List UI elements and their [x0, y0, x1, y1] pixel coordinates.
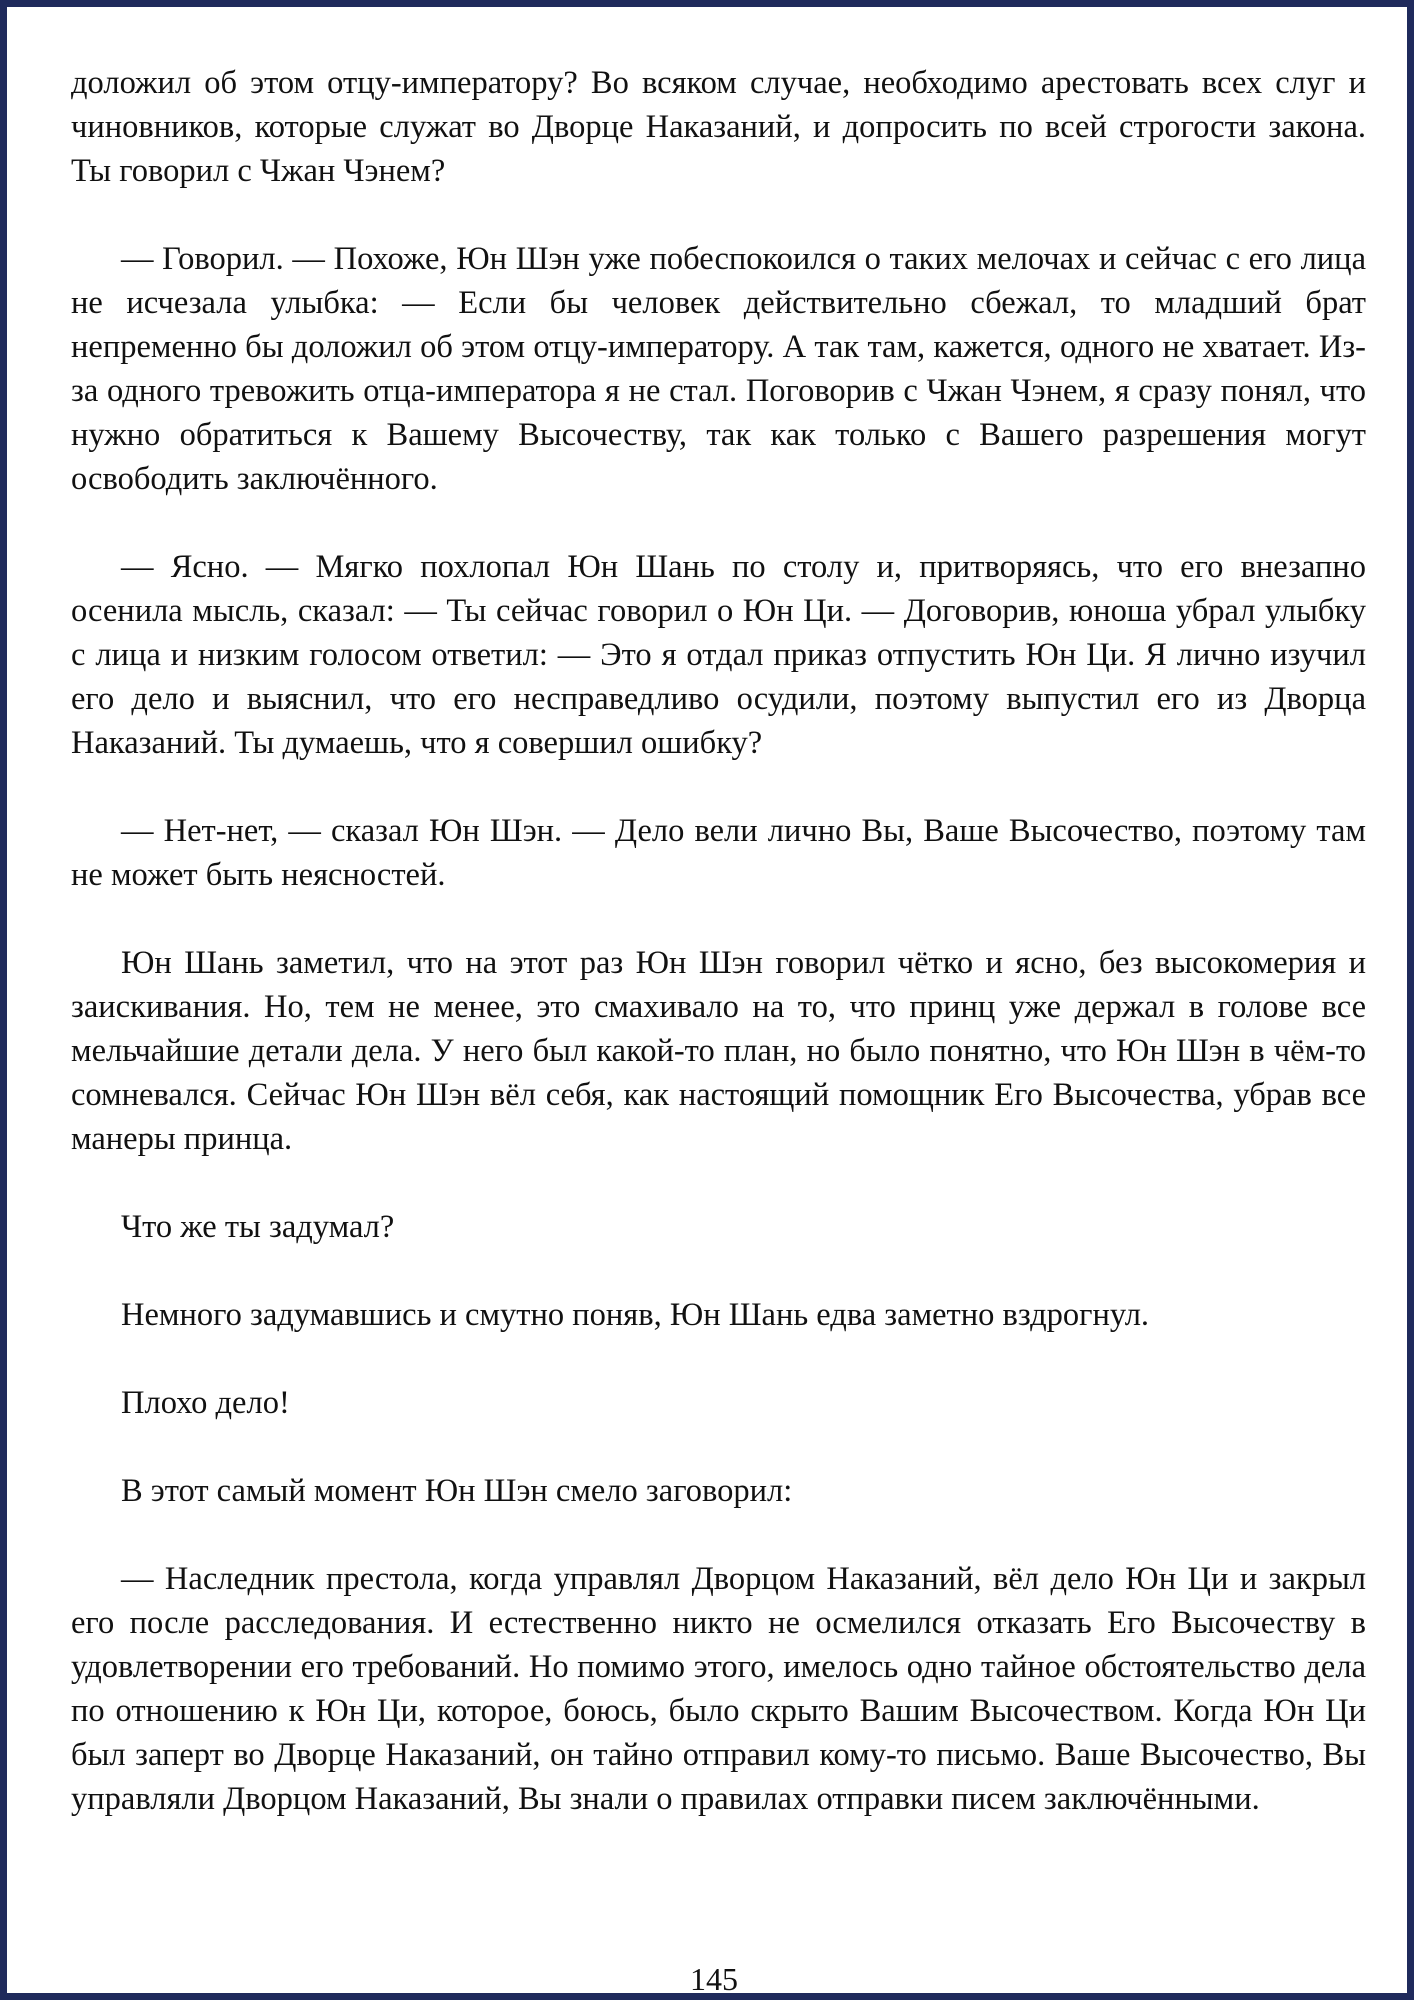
paragraph: Что же ты задумал?: [121, 1209, 395, 1245]
paragraph: — Ясно. — Мягко похлопал Юн Шань по столу и, притворяясь, что его внезапно осенила мысль, сказал: — Ты сейчас говорил о Юн Ци. — Договорив, юноша убрал улыбку с лица и низким голосом ответил: — Это я отдал приказ отпустить Юн Ци. Я лично изучил его дело и выяснил, что его несправедливо осудили, поэтому выпустил его из Дворца Наказаний. Ты думаешь, что я совершил ошибку?: [71, 549, 1366, 761]
document-body: [71, 61, 1366, 1821]
paragraph: Юн Шань заметил, что на этот раз Юн Шэн говорил чётко и ясно, без высокомерия и заискивания. Но, тем не менее, это смахивало на то, что принц уже держал в голове все мельчайшие детали дела. У него был какой-то план, но было понятно, что Юн Шэн в чём-то сомневался. Сейчас Юн Шэн вёл себя, как настоящий помощник Его Высочества, убрав все манеры принца.: [71, 945, 1366, 1157]
paragraph: доложил об этом отцу-императору? Во всяком случае, необходимо арестовать всех слуг и чиновников, которые служат во Дворце Наказаний, и допросить по всей строгости закона. Ты говорил с Чжан Чэнем?: [71, 65, 1366, 189]
page-number: 145: [690, 1961, 738, 1997]
paragraph: В этот самый момент Юн Шэн смело заговорил:: [121, 1473, 793, 1509]
paragraph: Плохо дело!: [121, 1385, 290, 1421]
paragraph: — Нет-нет, — сказал Юн Шэн. — Дело вели лично Вы, Ваше Высочество, поэтому там не может быть неясностей.: [71, 813, 1366, 893]
paragraph: Немного задумавшись и смутно поняв, Юн Шань едва заметно вздрогнул.: [121, 1297, 1150, 1333]
paragraph: — Наследник престола, когда управлял Дворцом Наказаний, вёл дело Юн Ци и закрыл его после расследования. И естественно никто не осмелился отказать Его Высочеству в удовлетворении его требований. Но помимо этого, имелось одно тайное обстоятельство дела по отношению к Юн Ци, которое, боюсь, было скрыто Вашим Высочеством. Когда Юн Ци был заперт во Дворце Наказаний, он тайно отправил кому-то письмо. Ваше Высочество, Вы управляли Дворцом Наказаний, Вы знали о правилах отправки писем заключёнными.: [71, 1561, 1366, 1817]
paragraph: — Говорил. — Похоже, Юн Шэн уже побеспокоился о таких мелочах и сейчас с его лица не исчезала улыбка: — Если бы человек действительно сбежал, то младший брат непременно бы доложил об этом отцу-императору. А так там, кажется, одного не хватает. Из-за одного тревожить отца-императора я не стал. Поговорив с Чжан Чэнем, я сразу понял, что нужно обратиться к Вашему Высочеству, так как только с Вашего разрешения могут освободить заключённого.: [71, 241, 1366, 497]
